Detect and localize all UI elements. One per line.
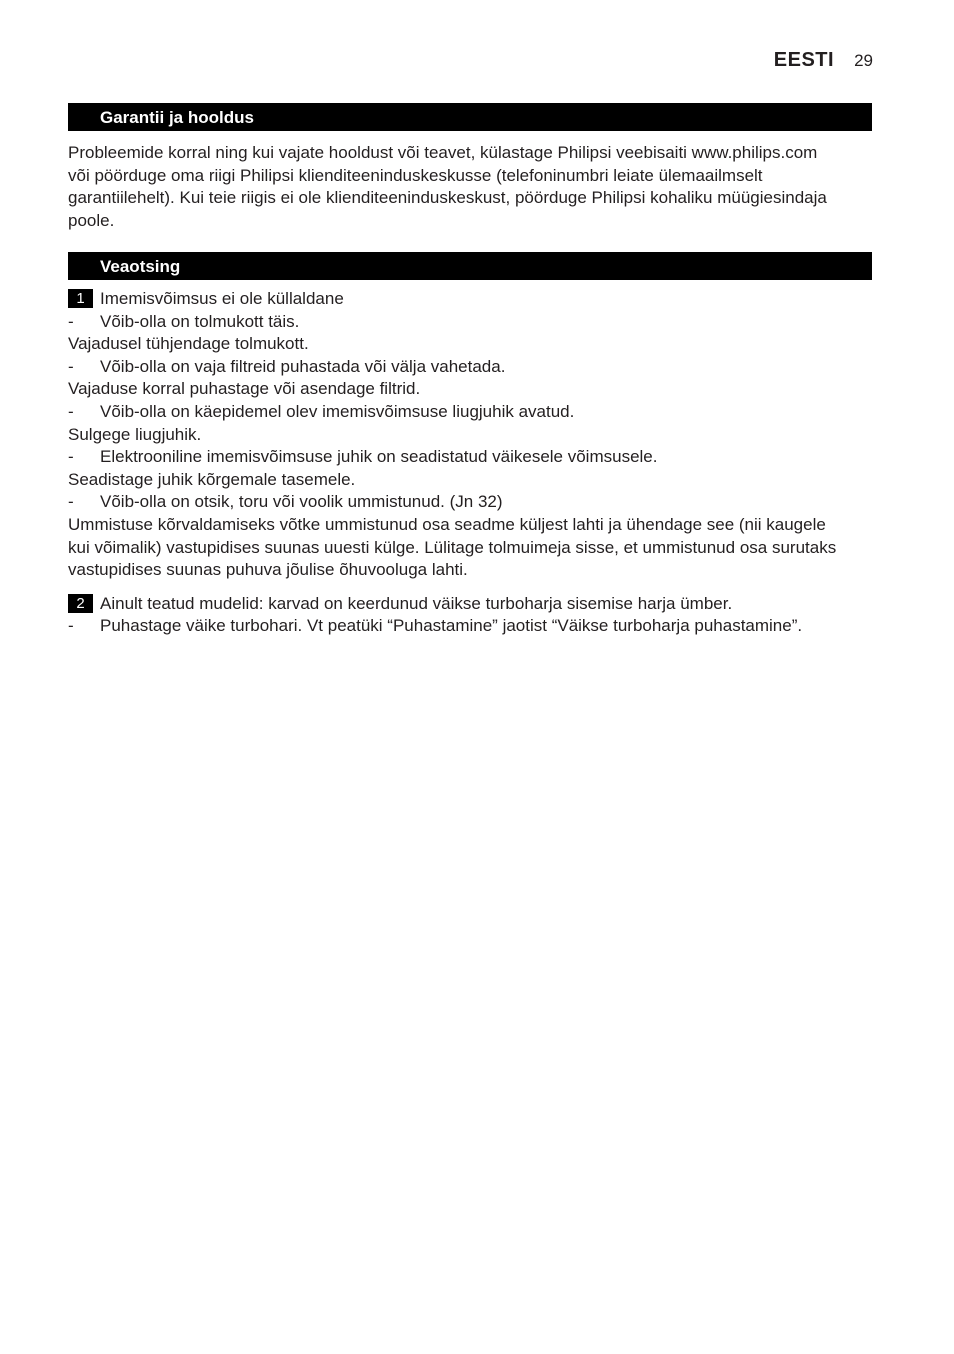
cause-item: - Võib-olla on käepidemel olev imemisvõimsuse liugjuhik avatud.: [68, 401, 873, 424]
cause-text: Võib-olla on vaja filtreid puhastada või välja vahetada.: [100, 356, 506, 376]
warranty-line: Probleemide korral ning kui vajate hooldust või teavet, külastage Philipsi veebisaiti www.philips.com: [68, 143, 818, 162]
cause-item: - Puhastage väike turbohari. Vt peatüki “Puhastamine” jaotist “Väikse turboharja puhastamine”.: [68, 615, 873, 638]
section-title-warranty: Garantii ja hooldus: [68, 103, 872, 131]
section-title-troubleshooting: Veaotsing: [68, 252, 872, 280]
cause-item: - Võib-olla on vaja filtreid puhastada või välja vahetada.: [68, 356, 873, 379]
solution-text: Vajaduse korral puhastage või asendage filtrid.: [68, 379, 421, 399]
solution-text: Seadistage juhik kõrgemale tasemele.: [68, 469, 356, 489]
cause-text: Puhastage väike turbohari. Vt peatüki “Puhastamine” jaotist “Väikse turboharja puhastamine”.: [100, 616, 803, 636]
warranty-line: poole.: [68, 210, 115, 230]
problem-1-title: Imemisvõimsus ei ole küllaldane: [100, 289, 344, 308]
page-number: 29: [854, 51, 873, 70]
problem-number-badge: 1: [68, 289, 93, 308]
language-label: EESTI: [773, 49, 835, 71]
problem-number-badge: 2: [68, 594, 93, 613]
page-header: [774, 49, 873, 72]
cause-item: - Elektrooniline imemisvõimsuse juhik on seadistatud väikesele võimsusele.: [68, 446, 873, 469]
solution-line: kui võimalik) vastupidises suunas uuesti külge. Lülitage tolmuimeja sisse, et ummistunud osa surutaks: [68, 537, 837, 557]
cause-text: Võib-olla on otsik, toru või voolik ummistunud. (Jn 32): [100, 492, 503, 512]
warranty-line: või pöörduge oma riigi Philipsi klienditeeninduskeskusse (telefoninumbri leiate ülemaailmselt: [68, 165, 763, 185]
problem-1-heading: [68, 288, 873, 311]
warranty-paragraph: [68, 142, 873, 232]
cause-item: - Võib-olla on otsik, toru või voolik ummistunud. (Jn 32): [68, 491, 873, 514]
cause-text: Võib-olla on käepidemel olev imemisvõimsuse liugjuhik avatud.: [100, 401, 575, 421]
solution-text: Sulgege liugjuhik.: [68, 424, 202, 444]
troubleshooting-content: [68, 288, 873, 638]
solution-line: vastupidises suunas puhuva jõulise õhuvooluga lahti.: [68, 560, 468, 580]
solution-text: Vajadusel tühjendage tolmukott.: [68, 334, 309, 354]
cause-text: Võib-olla on tolmukott täis.: [100, 311, 300, 331]
problem-2-title: Ainult teatud mudelid: karvad on keerdunud väikse turboharja sisemise harja ümber.: [100, 593, 733, 613]
cause-text: Elektrooniline imemisvõimsuse juhik on seadistatud väikesele võimsusele.: [100, 447, 658, 467]
problem-2-heading: [68, 593, 873, 616]
solution-line: Ummistuse kõrvaldamiseks võtke ummistunud osa seadme küljest lahti ja ühendage see (nii kaugele: [68, 514, 826, 534]
warranty-line: garantiilehelt). Kui teie riigis ei ole klienditeeninduskeskust, pöörduge Philipsi kohaliku müügiesindaja: [68, 188, 827, 208]
cause-item: - Võib-olla on tolmukott täis.: [68, 311, 873, 334]
